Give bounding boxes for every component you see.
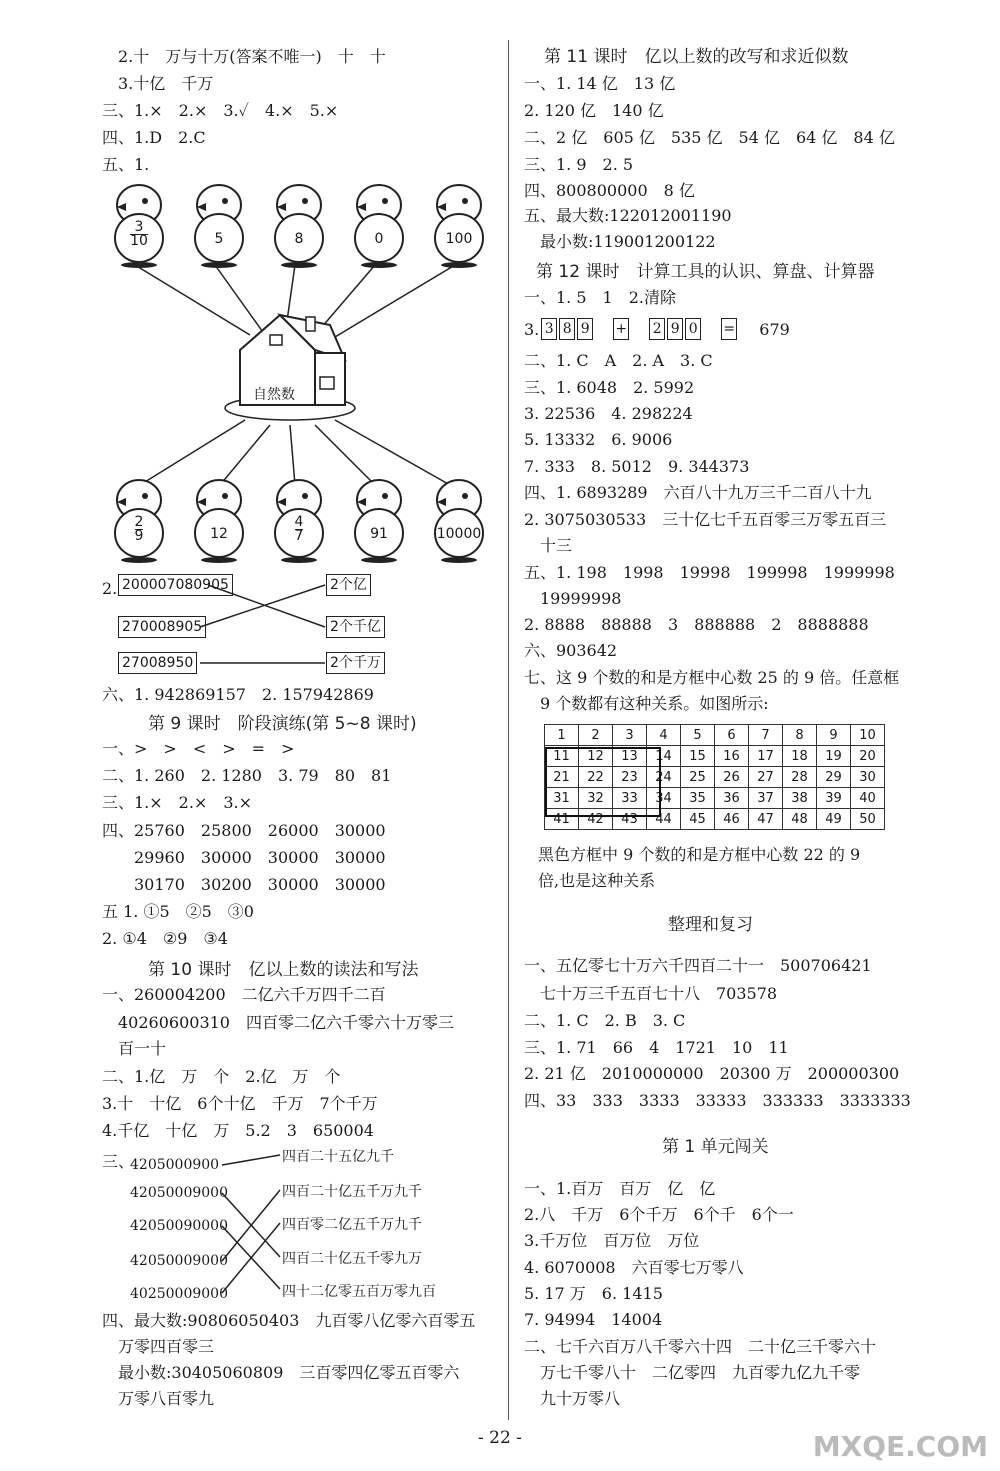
grid-cell: 44 (647, 809, 681, 830)
answer-line: 五、1. 198 1998 19998 199998 1999998 (524, 563, 895, 582)
chick-icon (188, 183, 258, 269)
answer-line: 九十万零八 (524, 1389, 621, 1408)
answer-line: 4.千亿 十亿 万 5.2 3 650004 (102, 1121, 374, 1140)
grid-cell: 46 (715, 809, 749, 830)
section-heading: 整理和复习 (668, 915, 753, 935)
calculator-keys (524, 318, 790, 340)
grid-row (545, 767, 885, 788)
chick: $\frac{3}{10}$ (108, 183, 178, 269)
answer-line: 一、1. 5 1 2.清除 (524, 288, 676, 307)
match-right-item: 四百二十五亿九千 (282, 1149, 394, 1165)
answer-line: 5. 13332 6. 9006 (524, 430, 673, 449)
grid-cell: 28 (783, 767, 817, 788)
answer-line: 倍,也是这种关系 (538, 871, 656, 890)
answer-line: 四、1. 6893289 六百八十九万三千二百八十九 (524, 483, 872, 502)
chick (188, 183, 258, 269)
grid-cell: 15 (681, 746, 715, 767)
chick-number: 8 (294, 231, 304, 247)
answer-line: 最小数:30405060809 三百零四亿零五百零六 (102, 1363, 460, 1382)
grid-cell: 49 (817, 809, 851, 830)
chick-number: 100 (445, 231, 473, 247)
answer-line: 三、1. 71 66 4 1721 10 11 (524, 1038, 789, 1057)
answer-line: 三、1. 9 2. 5 (524, 155, 634, 174)
answer-line: 7. 333 8. 5012 9. 344373 (524, 457, 750, 476)
answer-line: 五 1. ①5 ②5 ③0 (102, 902, 254, 921)
key-box: + (613, 318, 629, 340)
section-heading: 第 12 课时 计算工具的认识、算盘、计算器 (536, 262, 875, 282)
grid-cell: 40 (851, 788, 885, 809)
match-right-item: 四百二十亿五千零九万 (282, 1251, 422, 1267)
answer-line: 六、903642 (524, 641, 618, 660)
answer-line: 最小数:119001200122 (524, 232, 716, 251)
grid-row (545, 746, 885, 767)
chick-icon (188, 478, 258, 564)
chick-number: 12 (210, 526, 228, 542)
key-box: 8 (559, 318, 575, 340)
grid-cell: 27 (749, 767, 783, 788)
match-left-item: 42050009000 (130, 1185, 228, 1201)
answer-line: 十三 (524, 536, 573, 555)
chick: $\frac{2}{9}$ (108, 478, 178, 564)
chick: $\frac{4}{7}$ (268, 478, 338, 564)
grid-cell: 30 (851, 767, 885, 788)
grid-cell: 8 (783, 725, 817, 746)
answer-line: 2. 3075030533 三十亿七千五百零三万零五百三 (524, 510, 887, 529)
grid-cell: 5 (681, 725, 715, 746)
match-right-item: 四十二亿零五百万零九百 (282, 1284, 436, 1300)
watermark: MXQE.COM (812, 1430, 988, 1463)
answer-line: 黑色方框中 9 个数的和是方框中心数 22 的 9 (538, 845, 861, 864)
chick (428, 183, 498, 269)
answer-line: 19999998 (524, 589, 622, 608)
answer-line: 四、25760 25800 26000 30000 (102, 821, 386, 840)
grid-cell: 6 (715, 725, 749, 746)
grid-cell: 23 (613, 767, 647, 788)
answer-line: 3. 22536 4. 298224 (524, 404, 693, 423)
answer-line: 万零四百零三 (102, 1337, 215, 1356)
chick-icon (428, 183, 498, 269)
match-right-box: 2个千亿 (326, 616, 385, 638)
section-heading: 第 9 课时 阶段演练(第 5~8 课时) (148, 714, 417, 734)
grid-cell: 11 (545, 746, 579, 767)
answer-line: 40260600310 四百零二亿六千零六十万零三 (102, 1013, 454, 1032)
grid-row (545, 725, 885, 746)
grid-cell: 19 (817, 746, 851, 767)
match-right-box: 2个千万 (326, 652, 385, 674)
answer-line: 2. (102, 579, 118, 598)
answer-line: 9 个数都有这种关系。如图所示: (524, 694, 769, 713)
answer-line: 7. 94994 14004 (524, 1310, 663, 1329)
column-divider (508, 40, 509, 1420)
answer-line: 3.十 十亿 6个十亿 千万 7个千万 (102, 1094, 378, 1113)
grid-cell: 45 (681, 809, 715, 830)
answer-line: 4. 6070008 六百零七万零八 (524, 1258, 744, 1277)
grid-cell: 21 (545, 767, 579, 788)
grid-cell: 42 (579, 809, 613, 830)
key-result: 679 (759, 319, 790, 339)
grid-cell: 12 (579, 746, 613, 767)
section-heading: 第 1 单元闯关 (662, 1137, 769, 1157)
match-left-box: 200007080905 (118, 574, 233, 596)
match-left-item: 40250009000 (130, 1286, 228, 1302)
grid-cell: 1 (545, 725, 579, 746)
match-left-box: 270008905 (118, 616, 206, 638)
answer-line: 七、这 9 个数的和是方框中心数 25 的 9 倍。任意框 (524, 668, 900, 687)
answer-line: 3.千万位 百万位 万位 (524, 1231, 700, 1250)
grid-cell: 38 (783, 788, 817, 809)
grid-cell: 3 (613, 725, 647, 746)
chick-number: 5 (214, 231, 224, 247)
match-left-box: 27008950 (118, 652, 197, 674)
answer-line: 2. 8888 88888 3 888888 2 8888888 (524, 615, 869, 634)
answer-line: 一、1. 14 亿 13 亿 (524, 74, 676, 93)
grid-cell: 35 (681, 788, 715, 809)
grid-cell: 31 (545, 788, 579, 809)
answer-line: 2. ①4 ②9 ③4 (102, 929, 228, 948)
page-number: - 22 - (478, 1428, 522, 1448)
answer-line: 2.十 万与十万(答案不唯一) 十 十 (118, 47, 386, 66)
chick (268, 183, 338, 269)
grid-cell: 47 (749, 809, 783, 830)
grid-cell: 10 (851, 725, 885, 746)
answer-line: 二、2 亿 605 亿 535 亿 54 亿 64 亿 84 亿 (524, 128, 895, 147)
answer-line: 四、最大数:90806050403 九百零八亿零六百零五 (102, 1311, 476, 1330)
answer-line: 二、1. 260 2. 1280 3. 79 80 81 (102, 766, 392, 785)
answer-line: 四、1.D 2.C (102, 128, 206, 147)
grid-row (545, 809, 885, 830)
grid-cell: 20 (851, 746, 885, 767)
chick-number: 91 (370, 526, 388, 542)
answer-line: 五、1. (102, 155, 150, 174)
grid-cell: 25 (681, 767, 715, 788)
grid-cell: 36 (715, 788, 749, 809)
grid-cell: 29 (817, 767, 851, 788)
grid-row (545, 788, 885, 809)
grid-cell: 32 (579, 788, 613, 809)
grid-cell: 18 (783, 746, 817, 767)
answer-line: 30170 30200 30000 30000 (102, 875, 386, 894)
answer-line: 5. 17 万 6. 1415 (524, 1284, 663, 1303)
chick (348, 478, 418, 564)
grid-cell: 24 (647, 767, 681, 788)
answer-line: 一、1.百万 百万 亿 亿 (524, 1179, 716, 1198)
grid-cell: 22 (579, 767, 613, 788)
grid-cell: 48 (783, 809, 817, 830)
answer-line: 二、1.亿 万 个 2.亿 万 个 (102, 1067, 341, 1086)
answer-line: 一、五亿零七十万六千四百二十一 500706421 (524, 956, 872, 975)
chick-icon (348, 478, 418, 564)
answer-line: 三、1. 6048 2. 5992 (524, 378, 695, 397)
grid-cell: 17 (749, 746, 783, 767)
house-icon (225, 315, 355, 420)
chick-icon (428, 478, 498, 564)
match-left-item: 4205000900 (130, 1157, 220, 1173)
answer-line: 2. 21 亿 2010000000 20300 万 200000300 (524, 1064, 900, 1083)
chick (348, 183, 418, 269)
chick (428, 478, 498, 564)
grid-cell: 16 (715, 746, 749, 767)
chick-icon (348, 183, 418, 269)
grid-cell: 39 (817, 788, 851, 809)
answer-line: 二、1. C 2. B 3. C (524, 1011, 686, 1030)
house-label: 自然数 (253, 387, 295, 403)
answer-line: 六、1. 942869157 2. 157942869 (102, 685, 374, 704)
answer-line: 一、260004200 二亿六千万四千二百 (102, 985, 386, 1004)
key-box: 0 (685, 318, 701, 340)
grid-cell: 2 (579, 725, 613, 746)
key-box: 2 (649, 318, 665, 340)
chick-number: 0 (374, 231, 384, 247)
answer-line: 二、七千六百万八千零六十四 二十亿三千零六十 (524, 1337, 877, 1356)
answer-line: 一、> > < > = > (102, 739, 295, 758)
chick (188, 478, 258, 564)
answer-line: 2. 120 亿 140 亿 (524, 101, 664, 120)
grid-cell: 26 (715, 767, 749, 788)
grid-cell: 33 (613, 788, 647, 809)
grid-cell: 9 (817, 725, 851, 746)
answer-line: 3. (524, 319, 540, 339)
answer-line: 三、1.× 2.× 3.✓ 4.× 5.× (102, 101, 339, 120)
grid-cell: 41 (545, 809, 579, 830)
answer-line: 七十万三千五百七十八 703578 (524, 984, 778, 1003)
answer-line: 百一十 (102, 1039, 167, 1058)
answer-line: 五、最大数:122012001190 (524, 206, 732, 225)
key-box: 9 (667, 318, 683, 340)
match-right-box: 2个亿 (326, 574, 371, 596)
grid-cell: 4 (647, 725, 681, 746)
grid-cell: 14 (647, 746, 681, 767)
match-right-item: 四百零二亿五千万九千 (282, 1217, 422, 1233)
match-left-item: 42050090000 (130, 1218, 228, 1234)
section-heading: 第 10 课时 亿以上数的读法和写法 (148, 960, 419, 980)
answer-line: 万七千零八十 二亿零四 九百零九亿九千零 (524, 1363, 861, 1382)
answer-line: 四、33 333 3333 33333 333333 3333333 (524, 1091, 911, 1110)
number-grid (544, 724, 885, 830)
match-right-item: 四百二十亿五千万九千 (282, 1184, 422, 1200)
answer-line: 3.十亿 千万 (118, 74, 214, 93)
key-box: 9 (577, 318, 593, 340)
answer-line: 万零八百零九 (102, 1389, 215, 1408)
answer-line: 四、800800000 8 亿 (524, 181, 695, 200)
match-left-item: 42050009000 (130, 1253, 228, 1269)
grid-cell: 34 (647, 788, 681, 809)
key-box: 3 (541, 318, 557, 340)
grid-cell: 37 (749, 788, 783, 809)
answer-line: 2.八 千万 6个千万 6个千 6个一 (524, 1205, 794, 1224)
grid-cell: 50 (851, 809, 885, 830)
section-heading: 第 11 课时 亿以上数的改写和求近似数 (544, 47, 849, 67)
answer-line: 三、 (102, 1152, 135, 1171)
key-box: = (721, 318, 737, 340)
answer-line: 三、1.× 2.× 3.× (102, 793, 253, 812)
grid-cell: 43 (613, 809, 647, 830)
chick-number: 10000 (436, 526, 482, 542)
grid-cell: 7 (749, 725, 783, 746)
chick-icon (268, 183, 338, 269)
grid-cell: 13 (613, 746, 647, 767)
answer-line: 29960 30000 30000 30000 (102, 848, 386, 867)
answer-line: 二、1. C A 2. A 3. C (524, 351, 713, 370)
